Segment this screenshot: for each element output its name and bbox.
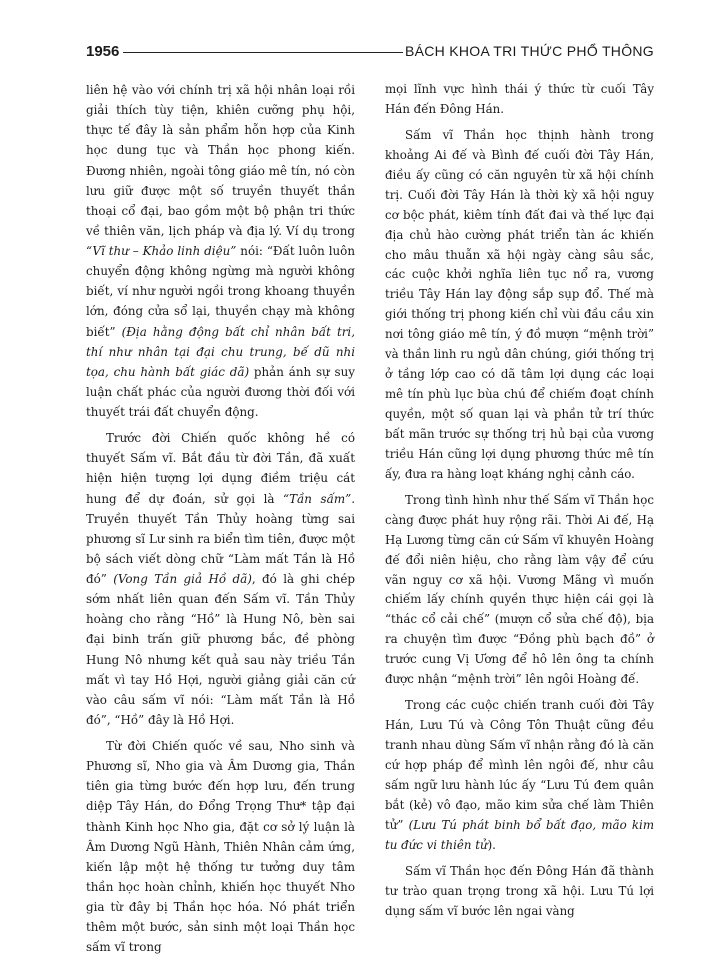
text-run: Sấm vĩ Thần học đến Đông Hán đã thành tư trào quan trọng trong xã hội. Lưu Tú lợi dụng sấm vĩ bước lên ngai vàng [385,863,654,918]
paragraph [385,491,654,690]
text-run: Trước đời Chiến quốc không hề có thuyết Sấm vĩ. Bắt đầu từ đời Tần, đã xuất hiện hiện tượng lợi dụng điềm triệu cát hung để dự đoán, sử gọi là [86,431,355,506]
paragraph [385,696,654,856]
paragraph [86,736,355,957]
header-rule [123,52,403,53]
paragraph [86,80,355,422]
text-run: Trong các cuộc chiến tranh cuối đời Tây Hán, Lưu Tú và Công Tôn Thuật cũng đều tranh nhau dùng Sấm vĩ nhận rằng đó là căn cứ hợp pháp để mình lên ngôi đế, như câu sấm ngữ lưu hành lúc ấy “Lưu Tú đem quân bắt (kẻ) vô đạo, mão kim sửa chế làm Thiên tử” [385,698,654,832]
text-run: Trong tình hình như thế Sấm vĩ Thần học càng được phát huy rộng rãi. Thời Ai đế, Hạ Hạ Lương từng căn cứ Sấm vĩ khuyên Hoàng đế đổi niên hiệu, cho rằng làm vậy để cứu vãn nguy cơ xã hội. Vương Mãng vì muốn chiếm lấy chính quyền thực hiện cái gọi là “thác cổ cải chế” (mượn cổ sửa chế độ), bịa ra chuyện tìm được “Đồng phù bạch đồ” ở trước cung Vị Ương để hô lên ông ta chính được nhận “mệnh trời” lên ngôi Hoàng đế. [385,492,654,687]
paragraph [385,80,654,120]
italic-run: (Lưu Tú phát binh bổ bất đạo, mão kim tu đức vi thiên tử [385,817,654,852]
right-column [385,80,654,921]
running-title: BÁCH KHOA TRI THỨC PHỔ THÔNG [404,43,654,59]
paragraph [385,126,654,485]
text-run: phản ánh sự suy luận chất phác của người đương thời đối với thuyết trái đất chuyển động. [86,364,355,419]
italic-run: “Vĩ thư – Khảo linh diệu” [86,244,237,258]
italic-run: (Địa hằng động bất chỉ nhân bất tri, thí như nhân tại đại chu trung, bế dũ nhi tọa, chu hành bất giác dã) [86,324,355,379]
text-run: Sấm vĩ Thần học thịnh hành trong khoảng Ai đế và Bình đế cuối đời Tây Hán, điều ấy cũng có căn nguyên từ xã hội chính trị. Cuối đời Tây Hán là thời kỳ xã hội nguy cơ bộc phát, kiêm tính đất đai và thế lực đại địa chủ hào cường phát triển tàn ác khiến cho mâu thuẫn xã hội ngày càng sâu sắc, các cuộc khởi nghĩa liên tục nổ ra, vương triều Tây Hán lay động sắp sụp đổ. Thế mà giới thống trị phong kiến chỉ vùi đầu cầu xin nơi tông giáo mê tín, ý đồ mượn “mệnh trời” và thần linh ru ngủ dân chúng, giới thống trị ở tầng lớp cao có dã tâm lợi dụng các loại mê tín phù lục bùa chú để chiếm đoạt chính quyền, một số quan lại và phần tử trí thức bất mãn trước sự thống trị hủ bại của vương triều Hán cũng lợi dụng phương thức mê tín ấy, đưa ra hàng loạt kháng nghị cảnh cáo. [385,127,654,481]
text-run: mọi lĩnh vực hình thái ý thức từ cuối Tây Hán đến Đông Hán. [385,82,654,116]
paragraph [86,428,355,730]
text-run: liên hệ vào với chính trị xã hội nhân loại rồi giải thích tùy tiện, khiên cưỡng phụ hội, thực tế đây là sản phẩm hỗn hợp của Kinh học dung tục và Thần học phong kiến. Đương nhiên, ngoài tông giáo mê tín, nó còn lưu giữ được một số truyền thuyết thần thoại cổ đại, bao gồm một bộ phận tri thức về thiên văn, lịch pháp và địa lý. Ví dụ trong [86,83,355,238]
italic-run: (Vong Tần giả Hồ dã) [113,572,252,586]
page-header [86,40,654,62]
paragraph [385,862,654,922]
text-run: nói: “Đất luôn luôn chuyển động không ngừng mà người không biết, ví như người ngồi trong khoang thuyền lớn, đóng cửa sổ lại, thuyền chạy mà không biết” [86,244,355,339]
text-run: , đó là ghi chép sớm nhất liên quan đến Sấm vĩ. Tần Thủy hoàng cho rằng “Hồ” là Hung Nô, bèn sai đại binh trấn giữ phương bắc, đề phòng Hung Nô nhưng kết quả sau này triều Tần mất vì tay Hồ Hợi, người giảng giải căn cứ vào câu sấm vĩ nói: “Làm mất Tần là Hồ đó”, “Hồ” đây là Hồ Hợi. [86,572,355,727]
text-run: Từ đời Chiến quốc về sau, Nho sinh và Phương sĩ, Nho gia và Âm Dương gia, Thần tiên gia từng bước đến hợp lưu, đến trung diệp Tây Hán, do Đổng Trọng Thư* tập đại thành Kinh học Nho gia, đặt cơ sở lý luận là Âm Dương Ngũ Hành, Thiên Nhân cảm ứng, kiến lập một hệ thống tư tưởng duy tâm thần học hoàn chỉnh, khiến học thuyết Nho gia từ đây bị Thần học hóa. Nó phát triển thêm một bước, sản sinh một loại Thần học sấm vĩ trong [86,739,355,955]
left-column [86,80,355,957]
text-run: ). [487,837,496,852]
text-run: . Truyền thuyết Tần Thủy hoàng từng sai phương sĩ Lư sinh ra biển tìm tiên, được một bộ sách viết dòng chữ “Làm mất Tần là Hồ đó” [86,491,356,586]
page-number: 1956 [86,42,120,60]
italic-run: “Tần sấm” [283,491,352,506]
